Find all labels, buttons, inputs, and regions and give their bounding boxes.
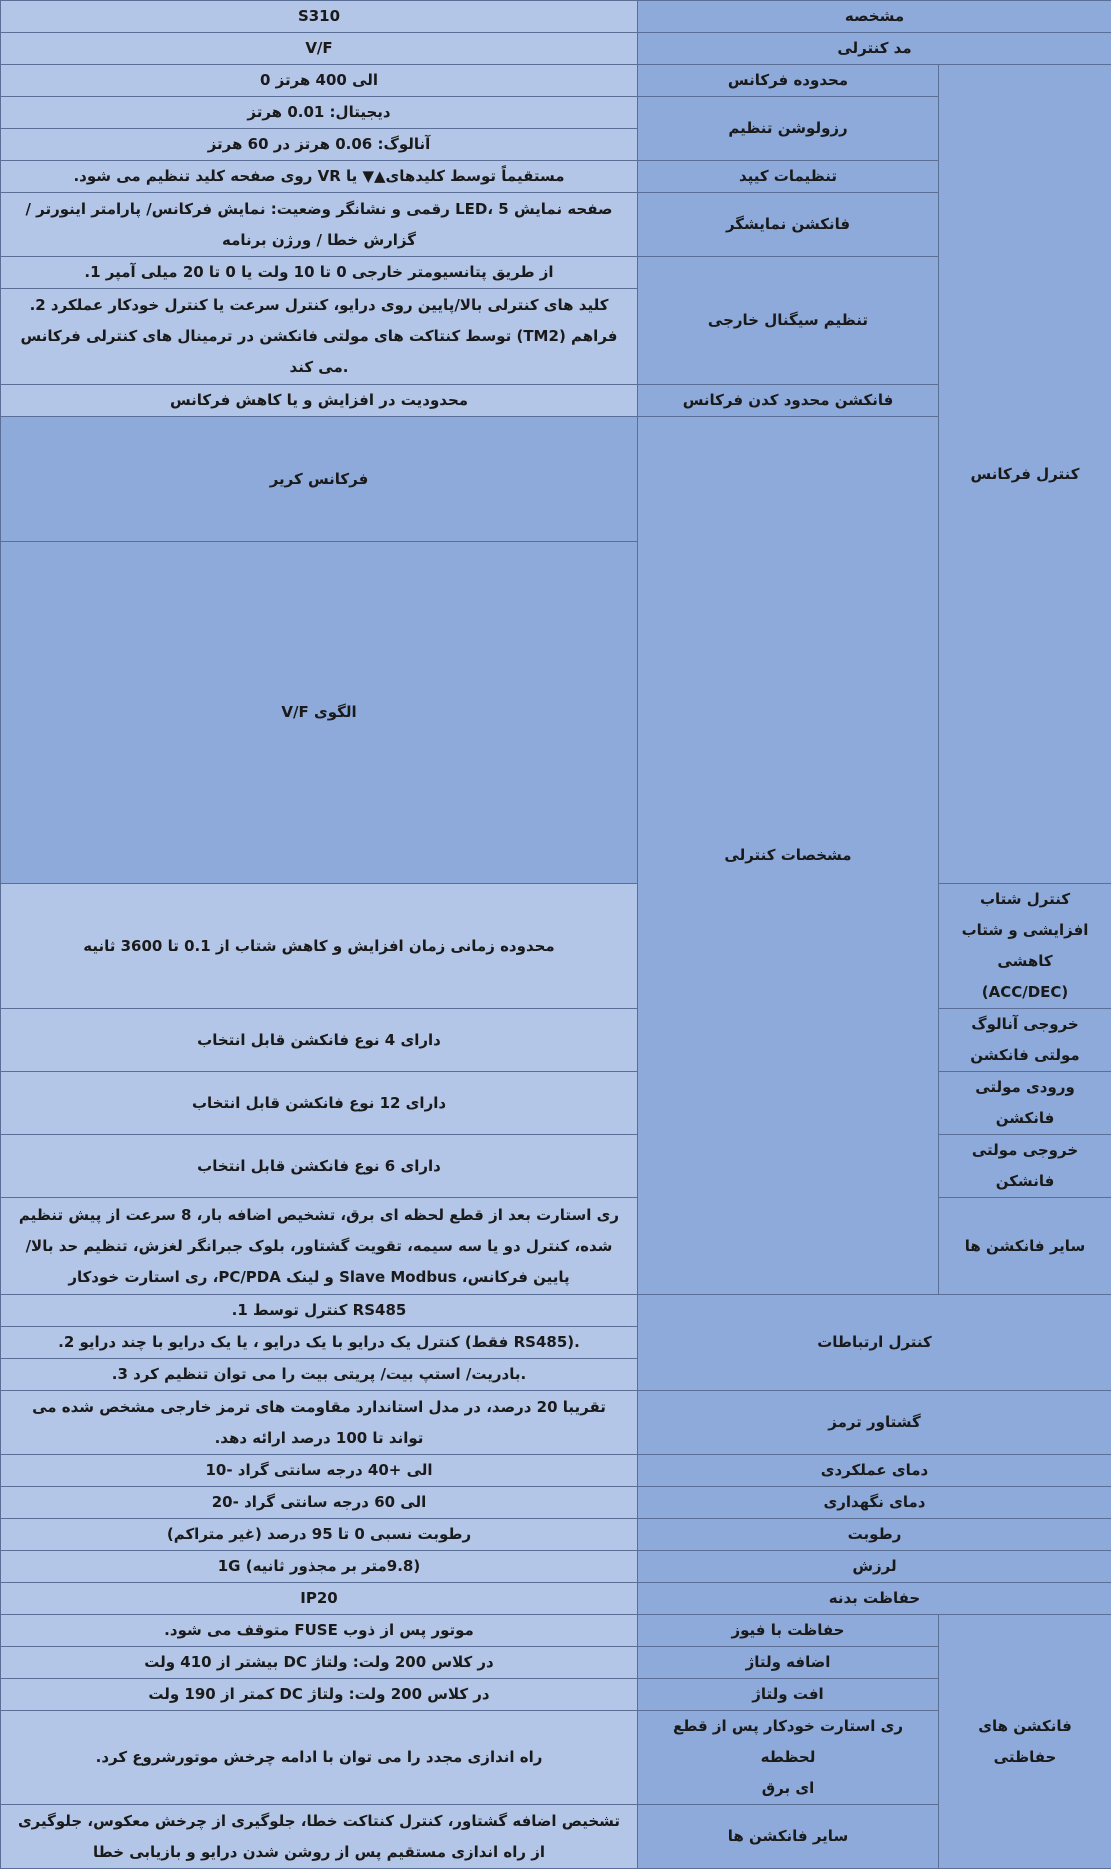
humidity-label: رطوبت (638, 1519, 1111, 1551)
table-row (1, 1, 1111, 33)
communication-label: کنترل ارتباطات (638, 1295, 1111, 1391)
fuse-protection-label: حفاظت با فیوز (638, 1615, 939, 1647)
multi-output-value: دارای 6 نوع فانکشن قابل انتخاب (1, 1135, 638, 1198)
auto-restart-label-line-1: ری استارت خودکار پس از قطع لحظطه (646, 1711, 930, 1773)
humidity-value: رطوبت نسبی 0 تا 95 درصد (غیر متراکم) (1, 1519, 638, 1551)
freq-range-label: محدوده فرکانس (638, 65, 939, 97)
multi-input-value: دارای 12 نوع فانکشن قابل انتخاب (1, 1072, 638, 1135)
keypad-value: مستقیماً توسط کلیدهای▲▼ یا VR روی صفحه کلید تنظیم می شود. (1, 161, 638, 193)
table-row (1, 1583, 1111, 1615)
operating-temp-value: الی +40 درجه سانتی گراد -10 (1, 1455, 638, 1487)
display-line-2: گزارش خطا / ورژن برنامه (9, 225, 629, 256)
auto-restart-label (638, 1711, 939, 1805)
other-functions-line-3: پایین فرکانس، Slave Modbus و لینک PC/PDA، ری استارت خودکار (9, 1262, 629, 1293)
table-row (1, 1391, 1111, 1455)
freq-range-value: الی 400 هرتز 0 (1, 65, 638, 97)
brake-torque-value (1, 1391, 638, 1455)
analog-output-label: خروجی آنالوگ مولتی فانکشن (939, 1009, 1111, 1072)
overvoltage-label: اضافه ولتاژ (638, 1647, 939, 1679)
group-frequency-control: کنترل فرکانس (939, 65, 1111, 884)
external-signal-option-2 (1, 289, 638, 385)
multi-output-label: خروجی مولتی فانشکن (939, 1135, 1111, 1198)
enclosure-label: حفاظت بدنه (638, 1583, 1111, 1615)
brake-torque-line-2: تواند تا 100 درصد ارائه دهد. (9, 1423, 629, 1454)
external-signal-line-3: فراهم (TM2) توسط کنتاکت های مولتی فانکشن در ترمینال های کنترلی فرکانس (9, 321, 629, 352)
header-model: S310 (1, 1, 638, 33)
table-row (1, 1615, 1111, 1647)
protection-other-line-2: از راه اندازی مستقیم پس از روشن شدن درایو و بازیابی خطا (9, 1837, 629, 1868)
external-signal-line-2: کلید های کنترلی بالا/پایین روی درایو، کنترل سرعت یا کنترل خودکار عملکرد 2. (9, 290, 629, 321)
protection-other-line-1: تشخیص اضافه گشتاور، کنترل کنتاکت خطا، جلوگیری از چرخش معکوس، جلوگیری (9, 1806, 629, 1837)
accdec-value: محدوده زمانی زمان افزایش و کاهش شتاب از 0.1 تا 3600 ثانیه (1, 884, 638, 1009)
freq-limit-label: فانکشن محدود کدن فرکانس (638, 385, 939, 417)
storage-temp-label: دمای نگهداری (638, 1487, 1111, 1519)
fuse-protection-value: موتور پس از ذوب FUSE متوقف می شود. (1, 1615, 638, 1647)
display-line-1: صفحه نمایش 5 ،LED رقمی و نشانگر وضعیت: نمایش فرکانس/ پارامتر اینورتر / (9, 194, 629, 225)
multi-input-label: ورودی مولتی فانکشن (939, 1072, 1111, 1135)
table-row (1, 1072, 1111, 1135)
vibration-value: (9.8متر بر مجذور ثانیه) 1G (1, 1551, 638, 1583)
protection-other-label: سایر فانکشن ها (638, 1805, 939, 1869)
analog-output-value: دارای 4 نوع فانکشن قابل انتخاب (1, 1009, 638, 1072)
accdec-label-line-1: کنترل شتاب افزایشی و شتاب کاهشی (947, 884, 1103, 977)
external-signal-line-1: از طریق پتانسیومتر خارجی 0 تا 10 ولت یا 0 تا 20 میلی آمپر 1. (1, 257, 638, 289)
communication-line-1: RS485 کنترل توسط 1. (1, 1295, 638, 1327)
control-mode-value: V/F (1, 33, 638, 65)
carrier-label: فرکانس کریر (1, 417, 638, 542)
external-signal-line-4: .می کند (9, 352, 629, 383)
table-row (1, 65, 1111, 97)
freq-limit-value: محدودیت در افزایش و یا کاهش فرکانس (1, 385, 638, 417)
resolution-digital: دیجیتال: 0.01 هرتز (1, 97, 638, 129)
enclosure-value: IP20 (1, 1583, 638, 1615)
keypad-label: تنظیمات کیپد (638, 161, 939, 193)
resolution-analog: آنالوگ: 0.06 هرتز در 60 هرتز (1, 129, 638, 161)
operating-temp-label: دمای عملکردی (638, 1455, 1111, 1487)
display-label: فانکشن نمایشگر (638, 193, 939, 257)
undervoltage-value: در کلاس 200 ولت: ولتاژ DC کمتر از 190 ولت (1, 1679, 638, 1711)
auto-restart-value: راه اندازی مجدد را می توان با ادامه چرخش موتورشروع کرد. (1, 1711, 638, 1805)
header-label: مشخصه (638, 1, 1111, 33)
accdec-label-line-2: (ACC/DEC) (947, 977, 1103, 1008)
table-row (1, 1295, 1111, 1327)
undervoltage-label: افت ولتاژ (638, 1679, 939, 1711)
external-signal-label: تنظیم سیگنال خارجی (638, 257, 939, 385)
control-mode-label: مد کنترلی (638, 33, 1111, 65)
table-row (1, 1551, 1111, 1583)
protection-other-value (1, 1805, 638, 1869)
other-functions-line-1: ری استارت بعد از قطع لحظه ای برق، تشخیص اضافه بار، 8 سرعت از پیش تنظیم (9, 1200, 629, 1231)
group-control-specs: مشخصات کنترلی (638, 417, 939, 1295)
accdec-label (939, 884, 1111, 1009)
display-value (1, 193, 638, 257)
other-functions-label: سایر فانکشن ها (939, 1198, 1111, 1295)
table-row (1, 1009, 1111, 1072)
vf-pattern-label: الگوی V/F (1, 542, 638, 884)
communication-line-2: .(RS485 فقط) کنترل یک درایو با یک درایو ، یا یک درایو با چند درایو 2. (1, 1327, 638, 1359)
table-row (1, 1487, 1111, 1519)
other-functions-line-2: شده، کنترل دو یا سه سیمه، تقویت گشتاور، بلوک جبرانگر لغزش، تنظیم حد بالا/ (9, 1231, 629, 1262)
table-row (1, 1455, 1111, 1487)
table-row (1, 884, 1111, 1009)
table-row (1, 1198, 1111, 1295)
other-functions-value (1, 1198, 638, 1295)
auto-restart-label-line-2: ای برق (646, 1773, 930, 1804)
storage-temp-value: الی 60 درجه سانتی گراد -20 (1, 1487, 638, 1519)
table-row (1, 33, 1111, 65)
table-row (1, 1135, 1111, 1198)
table-row (1, 1519, 1111, 1551)
group-protection-functions: فانکشن های حفاظتی (939, 1615, 1111, 1869)
brake-torque-label: گشتاور ترمز (638, 1391, 1111, 1455)
overvoltage-value: در کلاس 200 ولت: ولتاژ DC بیشتر از 410 ولت (1, 1647, 638, 1679)
brake-torque-line-1: تقریبا 20 درصد، در مدل استاندارد مقاومت های ترمز خارجی مشخص شده می (9, 1392, 629, 1423)
communication-line-3: .بادریت/ استپ بیت/ پریتی بیت را می توان تنظیم کرد 3. (1, 1359, 638, 1391)
vibration-label: لرزش (638, 1551, 1111, 1583)
resolution-label: رزولوشن تنظیم (638, 97, 939, 161)
